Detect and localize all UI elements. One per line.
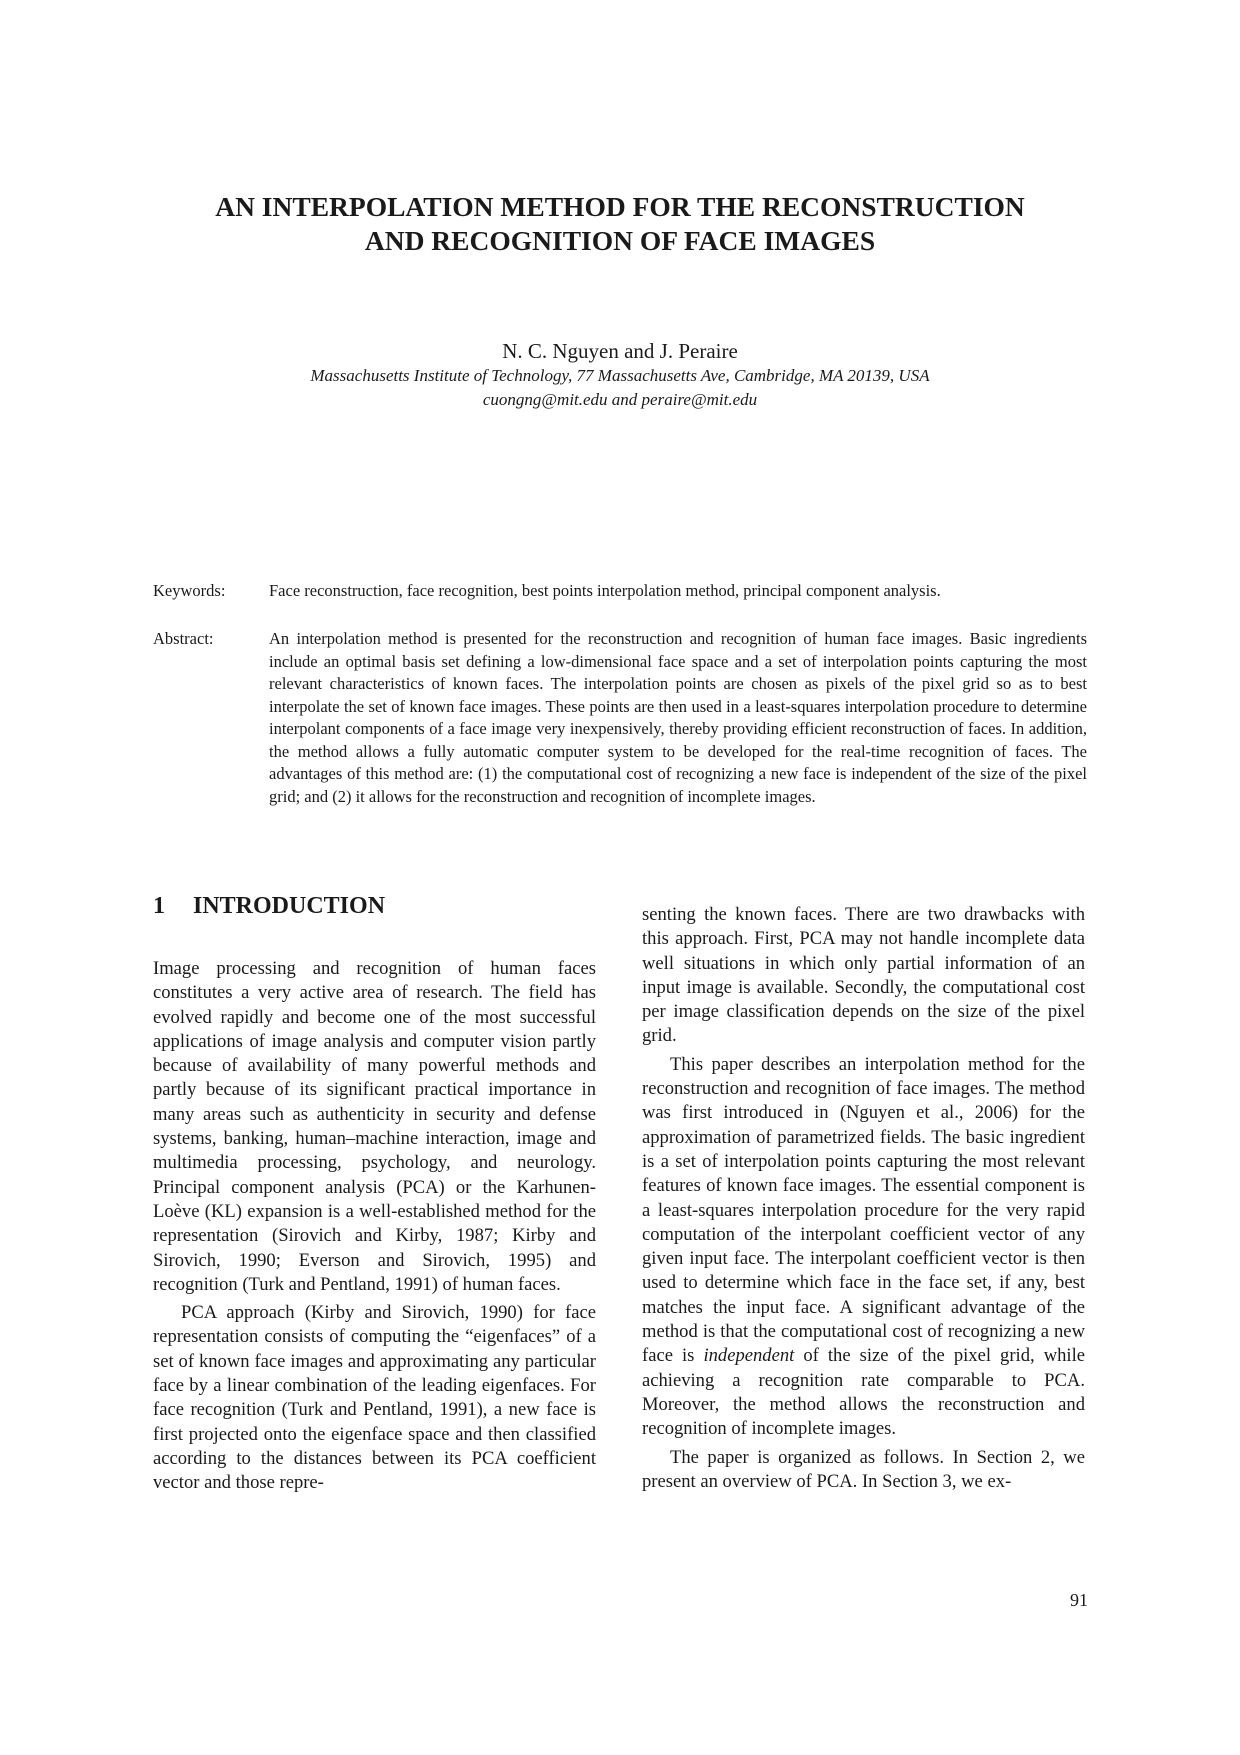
- keywords-label: Keywords:: [153, 581, 226, 600]
- paper-title: [150, 190, 1090, 258]
- author-list: N. C. Nguyen and J. Peraire: [502, 339, 738, 363]
- left-column: [153, 957, 596, 1496]
- section-number: 1: [153, 893, 165, 919]
- abstract-text: An interpolation method is presented for the reconstruction and recognition of human face images. Basic ingredients include an optimal basis set defining a low-dimensional face space and a set of interpolation points capturing the most relevant characteristics of known faces. The interpolation points are chosen as pixels of the pixel grid so as to best interpolate the set of known face images. These points are then used in a least-squares interpolation procedure to determine interpolant components of a face image very inexpensively, thereby providing efficient reconstruction of faces. In addition, the method allows a fully automatic computer system to be developed for the real-time recognition of faces. The advantages of this method are: (1) the computational cost of recognizing a new face is independent of the size of the pixel grid; and (2) it allows for the reconstruction and recognition of incomplete images.: [269, 629, 1087, 806]
- paragraph-3-text-a: This paper describes an interpolation method for the reconstruction and recognition of face images. The method was first introduced in (Nguyen et al., 2006) for the approximation of parametrized fields. The basic ingredient is a set of interpolation points capturing the most relevant features of known face images. The essential component is a least-squares interpolation procedure for the very rapid computation of the interpolant coefficient vector of any given input face. The interpolant coefficient vector is then used to determine which face in the face set, if any, best matches the input face. A significant advantage of the method is that the computational cost of recognizing a new face is: [642, 1053, 1085, 1367]
- section-title: INTRODUCTION: [193, 893, 386, 919]
- intro-paragraph-2: PCA approach (Kirby and Sirovich, 1990) for face representation consists of computing the “eigenfaces” of a set of known face images and approximating any particular face by a linear combination of the leading eigenfaces. For face recognition (Turk and Pentland, 1991), a new face is first projected onto the eigenface space and then classified according to the distances between its PCA coefficient vector and those repre-: [153, 1302, 596, 1494]
- intro-paragraph-4: The paper is organized as follows. In Section 2, we present an overview of PCA. In Section 3, we ex-: [642, 1446, 1085, 1492]
- section-heading: [153, 893, 385, 920]
- intro-paragraph-1: Image processing and recognition of human faces constitutes a very active area of research. The field has evolved rapidly and become one of the most successful applications of image analysis and computer vision partly because of availability of many powerful methods and partly because of its significant practical importance in many areas such as authenticity in security and defense systems, banking, human–machine interaction, image and multimedia processing, psychology, and neurology. Principal component analysis (PCA) or the Karhunen-Loève (KL) expansion is a well-established method for the representation (Sirovich and Kirby, 1987; Kirby and Sirovich, 1990; Everson and Sirovich, 1995) and recognition (Turk and Pentland, 1991) of human faces.: [153, 958, 596, 1295]
- paragraph-3-text-b: of the size of the pixel grid, while achieving a recognition rate comparable to PCA. Moreover, the method allows the reconstruction and recognition of incomplete images.: [642, 1345, 1086, 1440]
- intro-paragraph-2-cont: senting the known faces. There are two drawbacks with this approach. First, PCA may not handle incomplete data well situations in which only partial information of an input image is available. Secondly, the computational cost per image classification depends on the size of the pixel grid.: [642, 904, 1085, 1047]
- title-line-1: AN INTERPOLATION METHOD FOR THE RECONSTRUCTION: [215, 191, 1025, 222]
- emphasis-independent: independent: [703, 1345, 795, 1367]
- intro-paragraph-3: [642, 1053, 1085, 1442]
- right-column: [642, 903, 1085, 1494]
- title-line-2: AND RECOGNITION OF FACE IMAGES: [364, 225, 876, 256]
- author-emails: cuongng@mit.edu and peraire@mit.edu: [482, 390, 758, 409]
- keywords-text: Face reconstruction, face recognition, best points interpolation method, principal component analysis.: [269, 581, 941, 600]
- author-affiliation: Massachusetts Institute of Technology, 77 Massachusetts Ave, Cambridge, MA 20139, USA: [310, 366, 930, 385]
- page-number: 91: [1070, 1590, 1088, 1610]
- abstract-label: Abstract:: [153, 629, 214, 648]
